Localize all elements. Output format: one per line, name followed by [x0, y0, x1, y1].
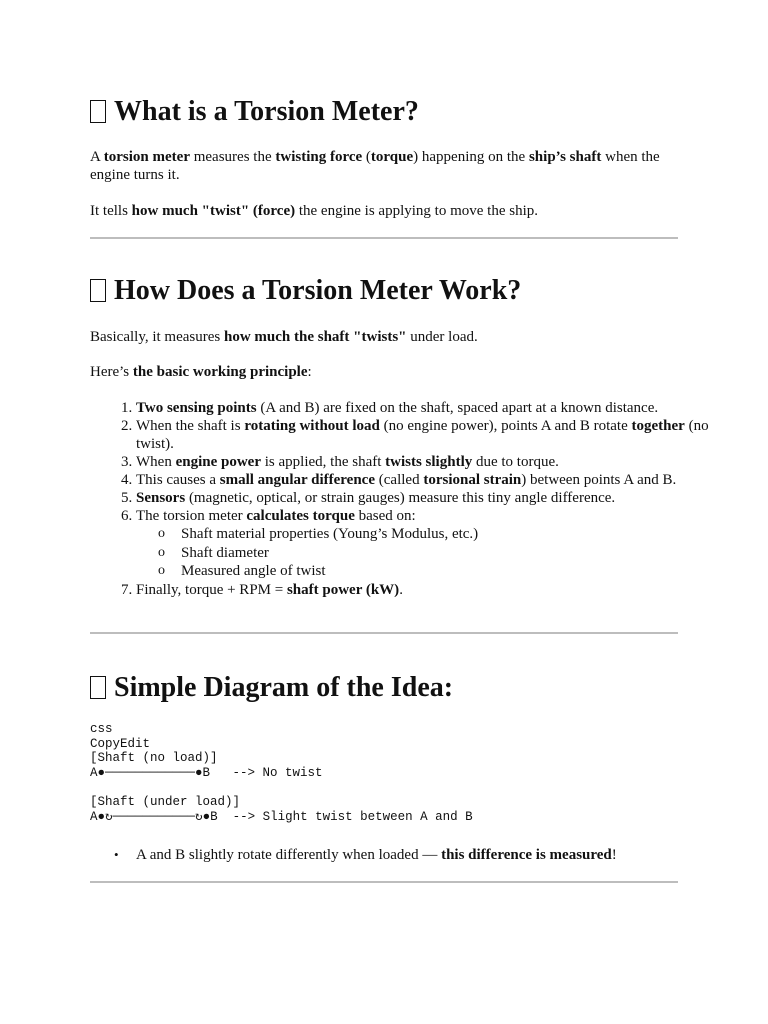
list-item: 4. This causes a small angular difference (called torsional strain) between points A and B.	[136, 471, 724, 489]
diagram-notes-list	[90, 846, 724, 864]
paragraph-basically: Basically, it measures how much the shaft "twists" under load.	[90, 329, 478, 345]
missing-glyph-icon	[90, 100, 106, 123]
list-item: 6. The torsion meter calculates torque based on: o Shaft material properties (Young’s Modulus, etc.) o Shaft diameter o Measured angle of twist	[136, 507, 724, 581]
list-item: 3. When engine power is applied, the shaft twists slightly due to torque.	[136, 453, 724, 471]
torque-factors-list	[136, 525, 724, 581]
paragraph-twist: It tells how much "twist" (force) the engine is applying to move the ship.	[90, 203, 538, 219]
code-line: [Shaft (under load)]	[90, 794, 241, 809]
list-item: 2. When the shaft is rotating without load (no engine power), points A and B rotate together (no twist).	[136, 417, 724, 453]
heading-simple-diagram: Simple Diagram of the Idea:	[90, 672, 678, 704]
divider	[90, 881, 678, 883]
working-steps-list	[90, 399, 724, 599]
paragraph-definition: A torsion meter measures the twisting force (torque) happening on the ship’s shaft when the engine turns it.	[90, 149, 660, 183]
code-line: A●↻───────────↻●B --> Slight twist between A and B	[90, 809, 473, 824]
sub-list-item: o Measured angle of twist	[158, 562, 724, 581]
code-block	[90, 722, 678, 824]
heading-how-does-it-work: How Does a Torsion Meter Work?	[90, 275, 678, 307]
divider	[90, 237, 678, 239]
code-line: [Shaft (no load)]	[90, 751, 218, 766]
divider	[90, 632, 678, 634]
sub-list-item: o Shaft diameter	[158, 544, 724, 563]
list-item: 5. Sensors (magnetic, optical, or strain gauges) measure this tiny angle difference.	[136, 489, 724, 507]
list-item: 7. Finally, torque + RPM = shaft power (kW).	[136, 581, 724, 599]
code-language-label: css	[90, 722, 113, 736]
missing-glyph-icon	[90, 279, 106, 302]
sub-list-item: o Shaft material properties (Young’s Modulus, etc.)	[158, 525, 724, 544]
code-line: A●────────────●B --> No twist	[90, 765, 323, 780]
heading-what-is-torsion-meter: What is a Torsion Meter?	[90, 96, 678, 128]
missing-glyph-icon	[90, 676, 106, 699]
copy-edit-label[interactable]: CopyEdit	[90, 736, 151, 751]
list-item: • A and B slightly rotate differently when loaded — this difference is measured!	[136, 846, 724, 864]
paragraph-principle: Here’s the basic working principle:	[90, 364, 312, 380]
list-item: 1. Two sensing points (A and B) are fixed on the shaft, spaced apart at a known distance.	[136, 399, 724, 417]
